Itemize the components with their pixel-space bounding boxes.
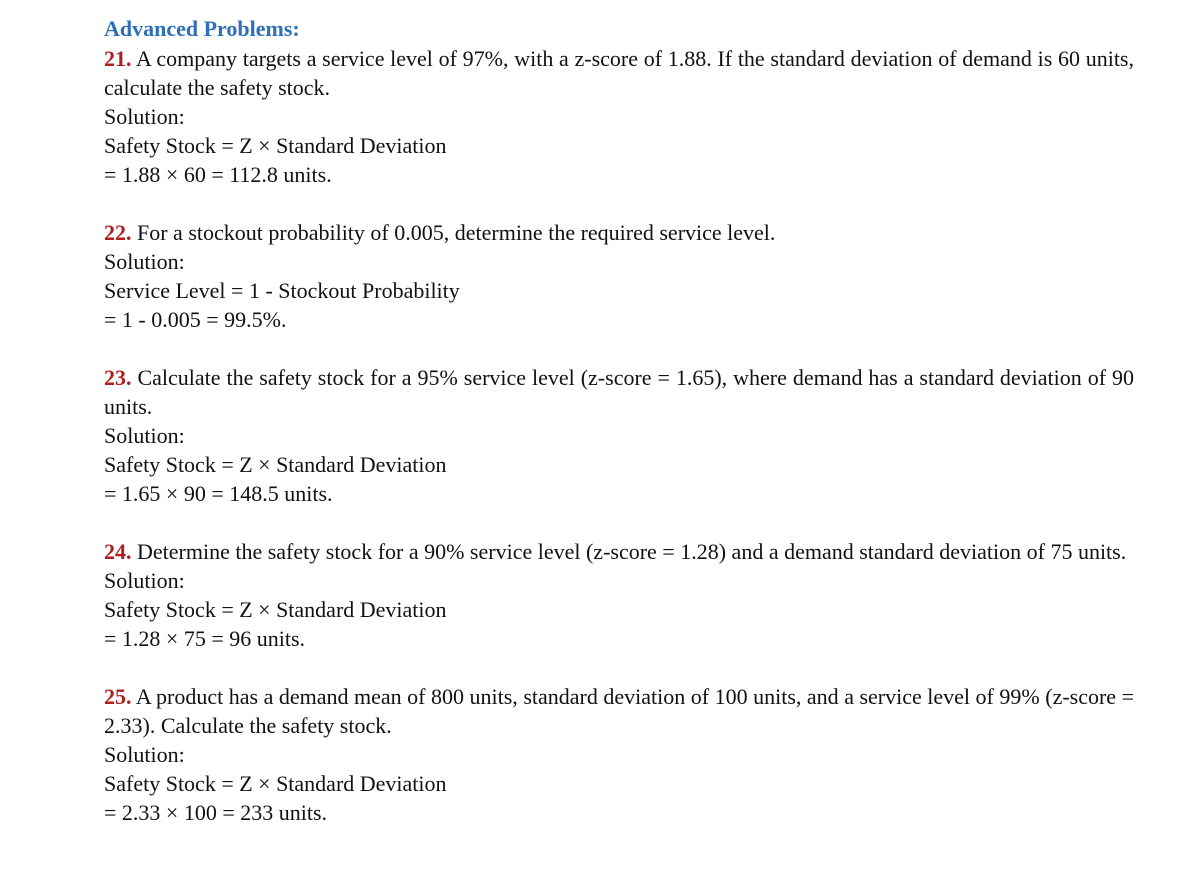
solution-label: Solution: <box>104 249 185 274</box>
document-page <box>104 14 1134 856</box>
problem-24 <box>104 537 1134 653</box>
solution-formula: Safety Stock = Z × Standard Deviation <box>104 133 447 158</box>
solution-label: Solution: <box>104 423 185 448</box>
problem-number: 25. <box>104 684 132 709</box>
question-text: A company targets a service level of 97%, with a z-score of 1.88. If the standard deviation of demand is 60 units, calculate the safety stock. <box>104 46 1134 100</box>
solution-label: Solution: <box>104 568 185 593</box>
solution-result: = 1.65 × 90 = 148.5 units. <box>104 481 333 506</box>
solution-result: = 1 - 0.005 = 99.5%. <box>104 307 287 332</box>
problem-number: 23. <box>104 365 132 390</box>
question-text: For a stockout probability of 0.005, determine the required service level. <box>137 220 776 245</box>
solution-label: Solution: <box>104 742 185 767</box>
problem-21 <box>104 44 1134 189</box>
question-text: Calculate the safety stock for a 95% service level (z-score = 1.65), where demand has a standard deviation of 90 units. <box>104 365 1134 419</box>
problem-22 <box>104 218 1134 334</box>
problem-number: 22. <box>104 220 132 245</box>
problem-question <box>104 363 1134 421</box>
problem-number: 24. <box>104 539 132 564</box>
solution-result: = 1.88 × 60 = 112.8 units. <box>104 162 332 187</box>
solution-formula: Safety Stock = Z × Standard Deviation <box>104 771 447 796</box>
question-text: Determine the safety stock for a 90% service level (z-score = 1.28) and a demand standard deviation of 75 units. <box>137 539 1127 564</box>
section-title: Advanced Problems: <box>104 16 300 41</box>
solution-result: = 2.33 × 100 = 233 units. <box>104 800 328 825</box>
problem-23 <box>104 363 1134 508</box>
problem-number: 21. <box>104 46 132 71</box>
problem-question <box>104 682 1134 740</box>
problem-question <box>104 44 1134 102</box>
problem-25 <box>104 682 1134 827</box>
problem-question <box>104 218 1134 247</box>
solution-label: Solution: <box>104 104 185 129</box>
question-text: A product has a demand mean of 800 units, standard deviation of 100 units, and a service level of 99% (z-score = 2.33). Calculate the safety stock. <box>104 684 1134 738</box>
solution-result: = 1.28 × 75 = 96 units. <box>104 626 306 651</box>
solution-formula: Safety Stock = Z × Standard Deviation <box>104 452 447 477</box>
solution-formula: Service Level = 1 - Stockout Probability <box>104 278 460 303</box>
solution-formula: Safety Stock = Z × Standard Deviation <box>104 597 447 622</box>
problem-question <box>104 537 1134 566</box>
